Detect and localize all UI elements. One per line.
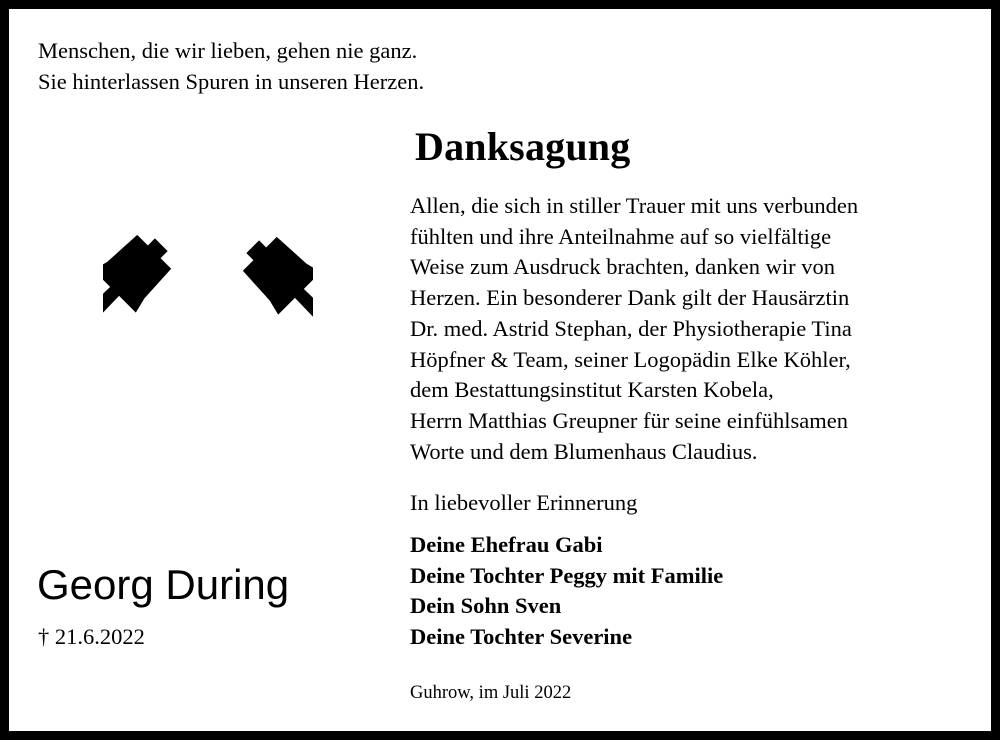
death-date: † 21.6.2022 xyxy=(38,624,145,649)
thanks-line: Herrn Matthias Greupner für seine einfühlsamen xyxy=(410,407,848,433)
left-hammer xyxy=(103,231,182,457)
place-date: Guhrow, im Juli 2022 xyxy=(410,683,572,703)
thanks-line: Dr. med. Astrid Stephan, der Physiotherapie Tina xyxy=(410,315,852,341)
family-member: Deine Ehefrau Gabi xyxy=(410,532,603,557)
deceased-name: Georg During xyxy=(37,561,290,608)
family-list xyxy=(410,530,723,652)
family-member: Dein Sohn Sven xyxy=(410,593,562,618)
thanks-line: Höpfner & Team, seiner Logopädin Elke Köhler, xyxy=(410,346,851,372)
motto-line: Sie hinterlassen Spuren in unseren Herzen. xyxy=(38,69,425,94)
thanks-line: Herzen. Ein besonderer Dank gilt der Hausärztin xyxy=(410,285,850,311)
thanks-text xyxy=(410,191,858,467)
thanks-line: dem Bestattungsinstitut Karsten Kobela, xyxy=(410,377,774,403)
crossed-hammers-icon xyxy=(103,231,313,461)
right-hammer xyxy=(232,231,313,459)
thanks-line: Weise zum Ausdruck brachten, danken wir von xyxy=(410,254,835,280)
memory-line: In liebevoller Erinnerung xyxy=(410,490,638,515)
thanks-line: Worte und dem Blumenhaus Claudius. xyxy=(410,438,758,464)
motto-line: Menschen, die wir lieben, gehen nie ganz. xyxy=(38,38,418,63)
thanks-line: Allen, die sich in stiller Trauer mit uns verbunden xyxy=(410,193,859,218)
motto xyxy=(38,35,424,97)
thanks-line: fühlten und ihre Anteilnahme auf so vielfältige xyxy=(410,223,832,249)
family-member: Deine Tochter Peggy mit Familie xyxy=(410,562,724,588)
page-title: Danksagung xyxy=(415,124,631,169)
family-member: Deine Tochter Severine xyxy=(410,623,633,649)
